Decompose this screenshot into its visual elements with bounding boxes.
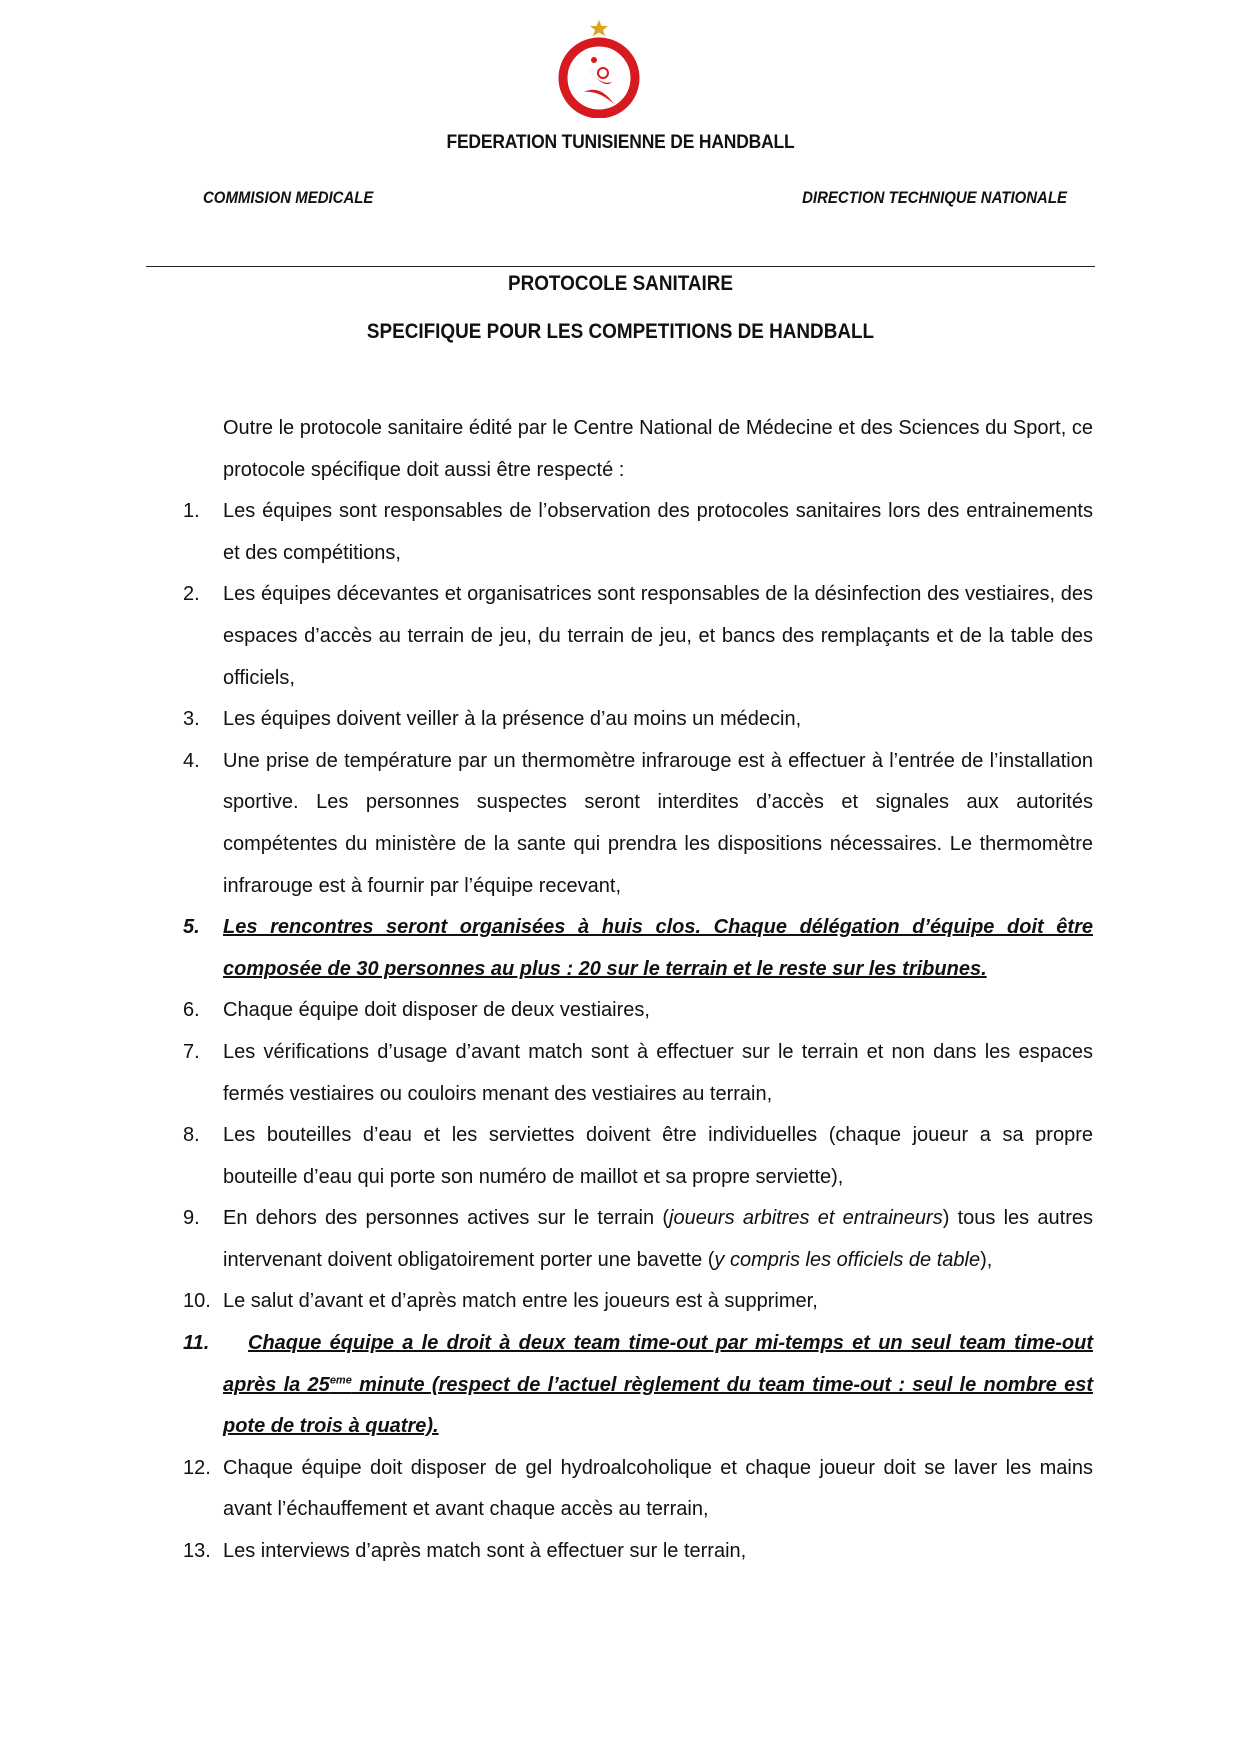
- list-item: [183, 1115, 1093, 1198]
- department-medical: COMMISION MEDICALE: [203, 188, 374, 207]
- item-text: Les équipes sont responsables de l’observation des protocoles sanitaires lors des entrainements et des compétitions,: [223, 500, 1093, 564]
- item-number: 8.: [183, 1124, 200, 1147]
- list-item-emphasized: [183, 907, 1093, 990]
- item-text: Les vérifications d’usage d’avant match sont à effectuer sur le terrain et non dans les espaces fermés vestiaires ou couloirs menant des vestiaires au terrain,: [223, 1040, 1093, 1105]
- item-text: Chaque équipe a le droit à deux team time-out par mi-temps et un seul team time-out après la 25: [223, 1332, 1093, 1396]
- item-number: 7.: [183, 1040, 200, 1063]
- item-text: Une prise de température par un thermomètre infrarouge est à effectuer à l’entrée de l’installation sportive. Les personnes suspectes seront interdites d’accès et signales aux autorités compétentes du ministère de la sante qui prendra les dispositions nécessaires. Le thermomètre infrarouge est à fournir par l’équipe recevant,: [223, 749, 1093, 897]
- document-body: [183, 408, 1093, 1573]
- organization-title: FEDERATION TUNISIENNE DE HANDBALL: [446, 132, 795, 153]
- item-text: Les interviews d’après match sont à effectuer sur le terrain,: [223, 1540, 747, 1563]
- item-text: Le salut d’avant et d’après match entre les joueurs est à supprimer,: [223, 1290, 818, 1313]
- item-number: 6.: [183, 999, 200, 1022]
- department-technical: DIRECTION TECHNIQUE NATIONALE: [802, 188, 1067, 207]
- item-text: Chaque équipe doit disposer de gel hydroalcoholique et chaque joueur doit se laver les mains avant l’échauffement et avant chaque accès au terrain,: [223, 1456, 1093, 1521]
- list-item: [183, 699, 1093, 741]
- item-text: En dehors des personnes actives sur le terrain (: [223, 1207, 669, 1230]
- item-text: ) tous les autres intervenant doivent obligatoirement porter une bavette (: [223, 1207, 1093, 1271]
- header-divider: [146, 266, 1095, 267]
- item-number: 12.: [183, 1456, 211, 1479]
- item-text: Les équipes décevantes et organisatrices sont responsables de la désinfection des vestiaires, des espaces d’accès au terrain de jeu, du terrain de jeu, et bancs des remplaçants et de la table des officiels,: [223, 583, 1093, 689]
- item-number: 1.: [183, 500, 200, 523]
- item-text: Les équipes doivent veiller à la présence d’au moins un médecin,: [223, 708, 802, 731]
- list-item: [183, 990, 1093, 1032]
- item-number: 11.: [183, 1332, 210, 1355]
- item-number: 3.: [183, 708, 200, 731]
- item-text: Chaque équipe doit disposer de deux vestiaires,: [223, 999, 650, 1022]
- item-text-italic: joueurs arbitres et entraineurs: [669, 1207, 943, 1230]
- document-title: PROTOCOLE SANITAIRE: [507, 272, 734, 295]
- list-item: [183, 574, 1093, 699]
- item-number: 4.: [183, 749, 200, 772]
- star-icon: [590, 20, 608, 36]
- superscript: eme: [329, 1374, 352, 1386]
- item-text: Les rencontres seront organisées à huis clos. Chaque délégation d’équipe doit être composée de 30 personnes au plus : 20 sur le terrain et le reste sur les tribunes.: [223, 916, 1093, 980]
- item-text: Les bouteilles d’eau et les serviettes doivent être individuelles (chaque joueur a sa propre bouteille d’eau qui porte son numéro de maillot et sa propre serviette),: [223, 1124, 1093, 1188]
- item-number: 13.: [183, 1540, 211, 1563]
- item-text: minute (respect de l’actuel règlement du team time-out : seul le nombre est pote de trois à quatre).: [223, 1373, 1093, 1438]
- list-item: [183, 741, 1093, 907]
- item-number: 10.: [183, 1290, 211, 1313]
- protocol-list: [183, 491, 1093, 1572]
- intro-paragraph: Outre le protocole sanitaire édité par le Centre National de Médecine et des Sciences du Sport, ce protocole spécifique doit aussi être respecté :: [223, 417, 1093, 481]
- item-number: 5.: [183, 916, 200, 939]
- list-item: [183, 1448, 1093, 1531]
- list-item-emphasized: [183, 1323, 1093, 1448]
- item-number: 9.: [183, 1207, 200, 1230]
- item-text: ),: [980, 1248, 993, 1271]
- list-item: [183, 491, 1093, 574]
- list-item: [183, 1531, 1093, 1573]
- document-subtitle: SPECIFIQUE POUR LES COMPETITIONS DE HANDBALL: [366, 320, 875, 343]
- list-item: [183, 1281, 1093, 1323]
- federation-handball-logo-icon: [552, 18, 646, 118]
- item-number: 2.: [183, 583, 200, 606]
- list-item: [183, 1032, 1093, 1115]
- item-text-italic: y compris les officiels de table: [714, 1248, 981, 1271]
- list-item: [183, 1198, 1093, 1281]
